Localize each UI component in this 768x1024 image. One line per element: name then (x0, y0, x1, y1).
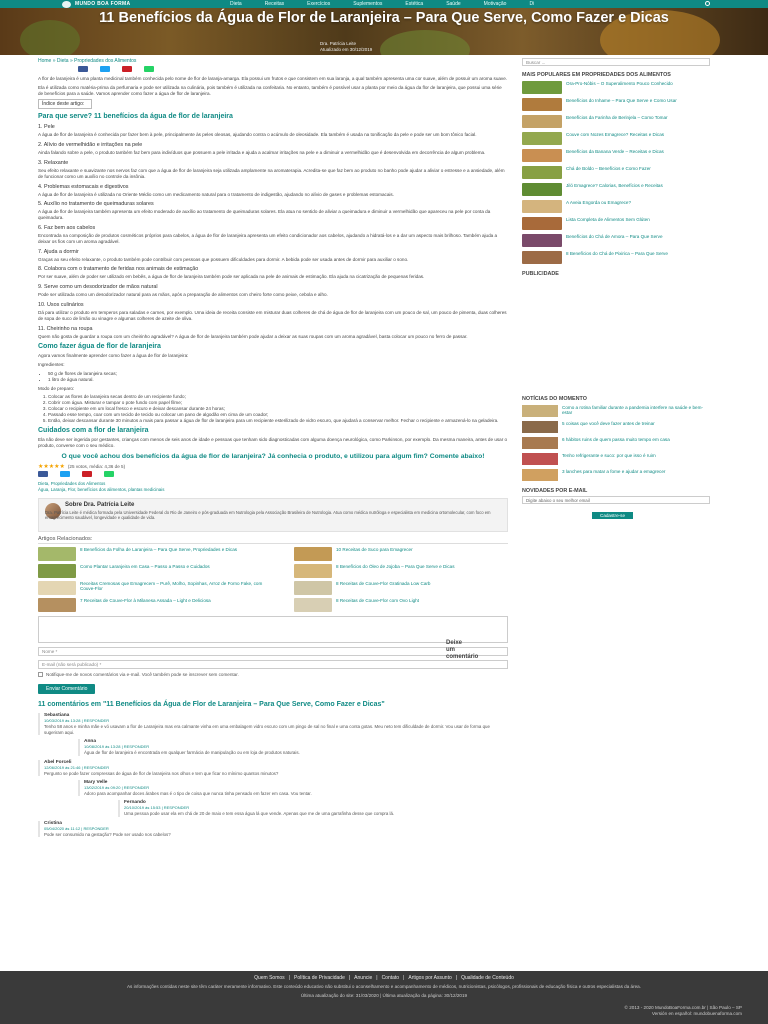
thumbnail[interactable] (522, 453, 558, 465)
benefit-title: 1. Pele (38, 124, 55, 131)
benefit-text: Graças ao seu efeito relaxante, o produto também pode contribuir com pessoas que possuem dificuldades para dormir. A bebida pode ser usada antes de dormir para auxiliar o sono. (38, 256, 409, 262)
leave-comment-label: Deixe um comentário (446, 640, 479, 660)
popular-item[interactable] (522, 200, 712, 214)
related-articles (38, 536, 508, 612)
comment-text: Pode ser consumido na gestação? Pode ser usado nos cabelos? (44, 831, 171, 837)
copyright-text: © 2013 - 2020 MundoBoaForma.com.br | São Paulo – SP (624, 1005, 742, 1010)
related-article[interactable] (38, 581, 268, 595)
link-separator: | (348, 975, 351, 981)
thumbnail[interactable] (522, 405, 558, 417)
footer-link[interactable]: Artigos por Assunto (408, 975, 452, 981)
notify-label: Notifique-me de novos comentários via e-mail. Você também pode se inscrever sem comentar. (46, 671, 239, 677)
related-article[interactable] (38, 598, 268, 612)
search-input[interactable]: Buscar ... (522, 58, 710, 66)
popular-link[interactable]: Benefícios da Farinha de Berinjela – Como Tomar (566, 115, 668, 120)
news-link[interactable]: 5 coisas que você deve fazer antes de treinar (562, 421, 655, 426)
comment-date-reply[interactable]: 13/02/2019 às 09:20 | RESPONDER (84, 785, 150, 791)
post-meta (320, 41, 372, 53)
benefit-title: 9. Serve como um desodorizador de mãos natural (38, 284, 158, 291)
author-bio: Dra. Patrícia Leite é médica formada pela Universidade Federal do Rio de Janeiro e pós-graduada em Nutrologia pela Associação Brasileira de Nutrologia. Atua como médica nutróloga e especialista em medicina ortomolecular, com foco em emagrecimento saudável, longevidade e qualidade de vida. (45, 509, 491, 521)
link-separator: | (288, 975, 290, 981)
footer-link[interactable]: Qualidade de Conteúdo (461, 975, 514, 981)
comment-text: Adoro para acompanhar doces árabes mas é o tipo de coisa que nunca tinha pensado em fazer em casa. Vou tentar. (84, 791, 312, 797)
author-box (38, 498, 508, 532)
step-item: 1. Colocar as flores de laranjeira secas dentro de um recipiente fundo; (48, 394, 508, 400)
step-item: 2. Cobrir com água. Misturar e tampar o pote fundo com papel filme; (48, 400, 508, 406)
comment (38, 713, 508, 735)
share-buttons (78, 66, 508, 72)
benefit-title: 3. Relaxante (38, 159, 69, 166)
popular-list (522, 81, 712, 265)
comment-author[interactable]: Anna (84, 739, 96, 745)
pinterest-icon[interactable] (122, 66, 132, 72)
footer-link[interactable]: Política de Privacidade (293, 975, 345, 981)
related-article[interactable] (38, 564, 268, 578)
ingredient-item: • 1 litro de água natural. (48, 377, 508, 383)
popular-title: MAIS POPULARES EM PROPRIEDADES DOS ALIMENTOS (522, 72, 671, 78)
related-link[interactable]: Como Plantar Laranjeira em Casa – Passo a Passo e Cuidados (80, 563, 210, 569)
section-title: Cuidados com a flor de laranjeira (38, 427, 149, 435)
benefit-text: Quem não gosta de guardar a roupa com um cheirinho agradável? A água de flor de laranjeira também pode ajudar a deixar as suas roupas com um aroma agradável, basta colocar um pouco no ferro de passar. (38, 333, 468, 339)
comments-title: 11 comentários em "11 Benefícios da Água de Flor de Laranjeira – Para Que Serve, Como Fazer e Dicas" (38, 700, 385, 708)
benefit-title: 10. Usos culinários (38, 301, 84, 308)
post-categories[interactable]: Dieta, Propriedades dos Alimentos (38, 480, 106, 486)
news-link[interactable]: 3 lanches para matar a fome e ajudar a emagrecer (562, 469, 666, 474)
popular-item[interactable] (522, 132, 712, 146)
ads-label: PUBLICIDADE (522, 271, 559, 277)
benefit-text: A água de flor de laranjeira é conhecida por fazer bem à pele, principalmente às peles oleosas, ajudando contra o acúmulo de oleosidade. Ela também é usada na tonificação da pele e pode ser um bom tônico facial. (38, 132, 477, 138)
related-link[interactable]: 8 Receitas de Couve-Flor com Ovo Light (336, 597, 419, 603)
thumbnail[interactable] (294, 581, 332, 595)
popular-link[interactable]: Ora-Pro-Nóbis – O Superalimento Pouco Conhecido (566, 81, 673, 86)
thumbnail[interactable] (522, 217, 562, 230)
popular-link[interactable]: Benefícios da Banana Verde – Receitas e Dicas (566, 149, 664, 154)
related-link[interactable]: 8 Receitas de Couve-Flor Gratinada Low Carb (336, 580, 431, 586)
notify-row (38, 672, 508, 677)
popular-item[interactable] (522, 234, 712, 248)
related-link[interactable]: 8 Benefícios da Folha de Laranjeira – Para Que Serve, Propriedades e Dicas (80, 546, 238, 552)
thumbnail[interactable] (38, 547, 76, 561)
thumbnail[interactable] (522, 81, 562, 94)
footer-link[interactable]: Contato (381, 975, 400, 981)
popular-link[interactable]: Jiló Emagrece? Calorias, Benefícios e Receitas (566, 183, 663, 188)
footer-links (0, 975, 768, 981)
news-item[interactable] (522, 437, 712, 450)
ingredient-item: • 50 g de flores de laranjeira secas; (48, 371, 508, 377)
section-title: Como fazer água de flor de laranjeira (38, 343, 161, 351)
benefit-title: 2. Alívio de vermelhidão e irritações na pele (38, 142, 143, 149)
thumbnail[interactable] (294, 598, 332, 612)
thumbnail[interactable] (294, 547, 332, 561)
comment (78, 780, 508, 796)
step-item: 5. Então, deixar descansar durante 30 minutos a mais para passar a água de flor de laranjeira para um recipiente esterilizado de vidro escuro, que ajudará a conservar melhor. Fechar o recipiente e armazená-lo na geladeira. (48, 418, 508, 424)
twitter-icon[interactable] (100, 66, 110, 72)
comment-text: Tenho 58 anos e minha mãe e vó usavam a flor de Laranjeira mas era calmante vinha em uma embalagem vidro escuro com um pingo de sal no final e uma conta gotas. Meu neto tem dificuldade de dormir. Vou usar de forma que sugeriram aqui. (44, 724, 490, 735)
related-article[interactable] (38, 547, 268, 561)
thumbnail[interactable] (522, 98, 562, 111)
news-item[interactable] (522, 405, 712, 418)
call-to-action: O que você achou dos benefícios da água de flor de laranjeira? Já conhecia o produto, e utilizou para algum fim? Comente abaixo! (61, 452, 485, 460)
rating-widget[interactable] (38, 463, 508, 470)
rating-text: (25 votos, média: 4,36 de 5) (67, 463, 126, 469)
comment-author[interactable]: Fernando (124, 800, 146, 806)
popular-link[interactable]: A Aveia Engorda ou Emagrece? (566, 200, 632, 205)
facebook-icon[interactable] (38, 471, 48, 477)
benefit-text: Seu efeito relaxante e suavizante nos nervos faz com que a água de flor de laranjeira seja utilizada amplamente na aromaterapia. Acredita-se que faz bem ao produto no banho pode ajudar a aliviar o estresse e a ansiedade, além de funcionar como um auxílio no controle da insônia. (38, 167, 505, 179)
post-tags[interactable]: Água, Laranja, Flor, benefícios dos alimentos, plantas medicinais (38, 486, 165, 492)
footer-link[interactable]: Quem Somos (254, 975, 285, 981)
thumbnail[interactable] (294, 564, 332, 578)
search-icon[interactable] (705, 1, 710, 6)
paragraph: A flor de laranjeira é uma planta medicinal também conhecida pelo nome de flor de laranja-amarga. Ela possui um frutos e que consistem em sua laranja, a qual também apresenta uma cor suave, além de possuir um aroma suave. (38, 76, 508, 81)
benefit-text: A água de flor de laranjeira é utilizada no Oriente Médio como um medicamento natural para o tratamento de indigestão, ajudando no alívio de gases e problemas estomacais. (38, 191, 394, 197)
logo-icon (62, 1, 71, 8)
link-separator: | (455, 975, 458, 981)
thumbnail[interactable] (522, 115, 562, 128)
comment-author[interactable]: Mary Velle (84, 780, 108, 786)
email-field[interactable]: E-mail (não será publicado) * (38, 660, 508, 669)
step-item: 3. Colocar o recipiente em um local fresco e escuro e deixar descansar durante 24 horas; (48, 406, 508, 412)
section-intro: Agora vamos finalmente aprender como fazer a água de flor de laranjeira: (38, 353, 189, 359)
nav-item[interactable]: Di (529, 1, 535, 7)
footer-copyright (625, 1005, 742, 1017)
nav-item[interactable]: Receitas (264, 1, 285, 7)
related-link[interactable]: 8 Benefícios do Óleo de Jojoba – Para Que Serve e Dicas (336, 563, 455, 569)
comment (118, 800, 508, 816)
name-field[interactable]: Nome * (38, 647, 508, 656)
comment (78, 739, 508, 755)
link-separator: | (403, 975, 405, 981)
popular-item[interactable] (522, 149, 712, 163)
table-of-contents[interactable]: Índice deste artigo: (38, 99, 92, 109)
related-article[interactable] (294, 564, 484, 578)
comment-date-reply[interactable]: 12/06/2019 às 21:46 | RESPONDER (44, 764, 110, 770)
ingredients-list (38, 371, 508, 383)
whatsapp-icon[interactable] (104, 471, 114, 477)
thumbnail[interactable] (38, 564, 76, 578)
benefit-text: A água de flor de laranjeira também apresenta um efeito moderado de auxílio ao tratamento de queimaduras solares. Ela atua no sentido de aliviar a queimadura e diminuir a vermelhidão que apareceu na pele por conta da queimadura. (38, 209, 491, 221)
article-intro (38, 76, 508, 96)
nav-item[interactable]: Suplementos (353, 1, 383, 7)
comment-date-reply[interactable]: 20/10/2019 às 15:53 | RESPONDER (124, 805, 190, 811)
nav-item[interactable]: Exercícios (307, 1, 331, 7)
nav-item[interactable]: Saúde (446, 1, 461, 7)
related-link[interactable]: 10 Receitas de Suco para Emagrecer (336, 546, 413, 552)
post-author[interactable]: Dra. Patrícia Leite (320, 41, 357, 46)
twitter-icon[interactable] (60, 471, 70, 477)
news-item[interactable] (522, 469, 712, 482)
news-list (522, 405, 712, 482)
news-item[interactable] (522, 421, 712, 434)
related-grid (38, 547, 508, 612)
news-title: NOTÍCIAS DO MOMENTO (522, 396, 587, 402)
share-buttons-bottom (38, 471, 508, 477)
thumbnail[interactable] (522, 149, 562, 162)
popular-link[interactable]: Couve com Nozes Emagrece? Receitas e Dicas (566, 132, 665, 137)
top-nav-bar (0, 0, 768, 8)
steps-list (38, 394, 508, 423)
breadcrumb[interactable]: Home » Dieta » Propriedades dos Alimentos (38, 58, 137, 64)
comment-date-reply[interactable]: 10/08/2019 às 13:28 | RESPONDER (84, 744, 150, 750)
main-nav (230, 0, 534, 8)
page-title: 11 Benefícios da Água de Flor de Laranjeira – Para Que Serve, Como Fazer e Dicas (99, 10, 669, 26)
related-link[interactable]: 7 Receitas de Couve-Flor à Milanesa Assada – Light e Deliciosa (80, 597, 211, 603)
thumbnail[interactable] (522, 251, 562, 264)
comment-form (38, 616, 508, 695)
related-article[interactable] (294, 581, 484, 595)
pinterest-icon[interactable] (82, 471, 92, 477)
comment (38, 760, 508, 776)
news-link[interactable]: 6 hábitos ruins de quem passa muito tempo em casa (562, 437, 670, 442)
newsletter-email-field[interactable]: Digite abaixo o seu melhor email (522, 496, 710, 504)
comments-list (38, 713, 508, 837)
popular-item[interactable] (522, 98, 712, 112)
benefit-text: Ainda falando sobre a pele, o produto também faz bem para indivíduos que possuem a pele irritada e ajuda a acalmar irritações na pele e a diminuir a vermelhidão que é desenvolvida em decorrência de algum problema. (38, 150, 486, 156)
popular-item[interactable] (522, 217, 712, 231)
step-item: 4. Passado esse tempo, coar com um tecido de tecido ou colocar um pano de algodão em cima de um coador; (48, 412, 508, 418)
related-article[interactable] (294, 598, 484, 612)
comment-date-reply[interactable]: 10/03/2019 às 13:28 | RESPONDER (44, 718, 110, 724)
hero-banner (0, 0, 768, 55)
link-separator: | (376, 975, 378, 981)
comment-textarea[interactable] (38, 616, 508, 643)
benefit-title: 8. Colabora com o tratamento de feridas nos animais de estimação (38, 266, 199, 273)
news-item[interactable] (522, 453, 712, 466)
comment-author[interactable]: Cristina (44, 820, 62, 826)
related-link[interactable]: Receitas Cremosas que Emagrecem – Purê, Molho, Sopinhas, Arroz de Forno Fake, com Couve-Flor (80, 580, 263, 592)
facebook-icon[interactable] (78, 66, 88, 72)
paragraph: Ela é utilizada como matéria-prima da perfumaria e pode ser utilizada na culinária, pois também é utilizada na confeitaria. No entanto, também é possível usar a planta por meio da água da flor de laranjeira, que possui uma série de benefícios para a saúde. Vamos aprender como fazer a água de flor de laranjeira. (38, 84, 502, 96)
popular-item[interactable] (522, 251, 712, 265)
benefit-text: Pode ser utilizada como um desodorizador natural para as mãos, após a preparação de alimentos com cheiro forte como peixe, cebola e alho. (38, 292, 328, 298)
popular-item[interactable] (522, 81, 712, 95)
popular-item[interactable] (522, 183, 712, 197)
popular-link[interactable]: Benefícios do Chá de Amora – Para Que Serve (566, 234, 663, 239)
nav-item[interactable]: Motivação (483, 1, 507, 7)
article (38, 58, 508, 837)
thumbnail[interactable] (522, 421, 558, 433)
newsletter-title: NOVIDADES POR E-MAIL (522, 488, 588, 494)
related-title: Artigos Relacionados: (38, 536, 508, 544)
footer (0, 971, 768, 1024)
footer-link[interactable]: Anuncie (354, 975, 373, 981)
post-updated: Atualizado em 30/12/2019 (320, 47, 373, 52)
thumbnail[interactable] (522, 234, 562, 247)
benefit-title: 4. Problemas estomacais e digestivos (38, 183, 129, 190)
nav-item[interactable]: Estética (405, 1, 424, 7)
whatsapp-icon[interactable] (144, 66, 154, 72)
footer-disclaimer: As informações contidas neste site têm caráter meramente informativo. Este conteúdo educativo não substitui o aconselhamento e acompanhamento de médicos, nutricionistas, psicólogos, profissionais de educação física e outros especialistas da área. (126, 984, 641, 989)
popular-link[interactable]: Benefícios do Inhame – Para Que Serve e Como Usar (566, 98, 677, 103)
notify-checkbox[interactable] (38, 672, 43, 677)
thumbnail[interactable] (522, 183, 562, 196)
leaf-decoration (380, 30, 470, 55)
benefit-text: Dá para utilizar o produto em temperos para saladas e carnes, por exemplo. Uma ideia de receita consiste em misturar duas colheres de chá de água de flor de laranjeira com um pouco de sal, um pouco de pimenta, duas colheres de sopa de suco de limão ou vinagre e algumas colheres de azeite de oliva. (38, 309, 507, 321)
ingredients-label: Ingredientes: (38, 362, 65, 368)
popular-item[interactable] (522, 115, 712, 129)
benefit-title: 6. Faz bem aos cabelos (38, 224, 96, 231)
benefit-title: 5. Auxílio no tratamento de queimaduras solares (38, 201, 154, 208)
thumbnail[interactable] (522, 469, 558, 481)
comment-text: Uma pessoa pode usar ela em chá de 20 de maio e tem essa água lá que vende. Apenas que me de uma garrafinha desse que compra lá. (124, 811, 395, 817)
comment-text: Pergunto se pode fazer compressas de água de flor de laranjeira nos olhos e tem que ficar no mínimo quantos minutos? (44, 770, 279, 776)
benefit-title: 7. Ajuda a dormir (38, 248, 79, 255)
popular-link[interactable]: 8 Benefícios do Chá de Pixirica – Para Que Serve (566, 251, 668, 256)
thumbnail[interactable] (38, 581, 76, 595)
thumbnail[interactable] (522, 200, 562, 213)
benefit-text: Por ser suave, além de poder ser utilizado em bebês, a água de flor de laranjeira também pode ser aplicada na pele de animais de estimação. Ela ajuda na cicatrização de pequenas feridas. (38, 274, 425, 280)
footer-updated: Última atualização do site: 31/03/2020 | Última atualização da página: 30/12/2019 (300, 993, 468, 998)
popular-item[interactable] (522, 166, 712, 180)
section-title: Para que serve? 11 benefícios da água de flor de laranjeira (38, 113, 233, 121)
site-logo[interactable]: MUNDO BOA FORMA (62, 0, 130, 8)
popular-link[interactable]: Lista Completa de Alimentos Sem Glúten (566, 217, 650, 222)
news-link[interactable]: Como a rotina familiar durante a pandemia interfere na saúde e bem-estar (562, 405, 703, 416)
benefits-list (38, 124, 508, 339)
star-rating-icon[interactable]: ★★★★★ (38, 463, 65, 470)
comment-text: Água de flor de laranjeira é encontrada em qualquer farmácia de manipulação ou em loja de produtos naturais. (84, 750, 300, 756)
section-text: Ela não deve ser ingerida por gestantes, crianças com menos de seis anos de idade e pessoas que tenham sido diagnosticadas com alguma doença neurológica, como Parkinson, por exemplo. Da mesma maneira, antes de usar o produto, converse com o seu médico. (38, 437, 508, 449)
submit-comment-button[interactable]: Enviar Comentário (38, 684, 95, 694)
newsletter-submit-button[interactable]: Cadastre-se (592, 512, 633, 519)
prep-label: Modo de preparo: (38, 385, 75, 391)
comment (38, 821, 508, 837)
news-link[interactable]: Tenho refrigerante e suco: por que isso é ruim (562, 453, 656, 458)
spanish-version-link[interactable]: Versión en español: mundobuenaforma.com (651, 1011, 742, 1016)
benefit-text: Encontrada na composição de produtos cosméticos próprios para cabelos, a água de flor de laranjeira apresenta um efeito condicionador aos cabelos, ajudando a hidratá-los e a dar um aspecto mais brilhoso. Também ajuda a deixar os fios com um aroma agradável. (38, 232, 498, 244)
popular-link[interactable]: Chá de Boldo – Benefícios e Como Fazer (566, 166, 651, 171)
thumbnail[interactable] (522, 132, 562, 145)
thumbnail[interactable] (38, 598, 76, 612)
benefit-title: 11. Cheirinho na roupa (38, 325, 93, 332)
ad-slot (522, 280, 710, 390)
comment-author[interactable]: Sebastiana (44, 713, 70, 719)
author-name[interactable]: Sobre Dra. Patrícia Leite (65, 501, 135, 508)
nav-item[interactable]: Dieta (230, 1, 242, 7)
thumbnail[interactable] (522, 437, 558, 449)
sidebar (522, 58, 712, 522)
comment-date-reply[interactable]: 05/04/2020 às 11:12 | RESPONDER (44, 825, 109, 831)
comment-author[interactable]: Abel Forceli (44, 759, 72, 765)
thumbnail[interactable] (522, 166, 562, 179)
related-article[interactable] (294, 547, 484, 561)
